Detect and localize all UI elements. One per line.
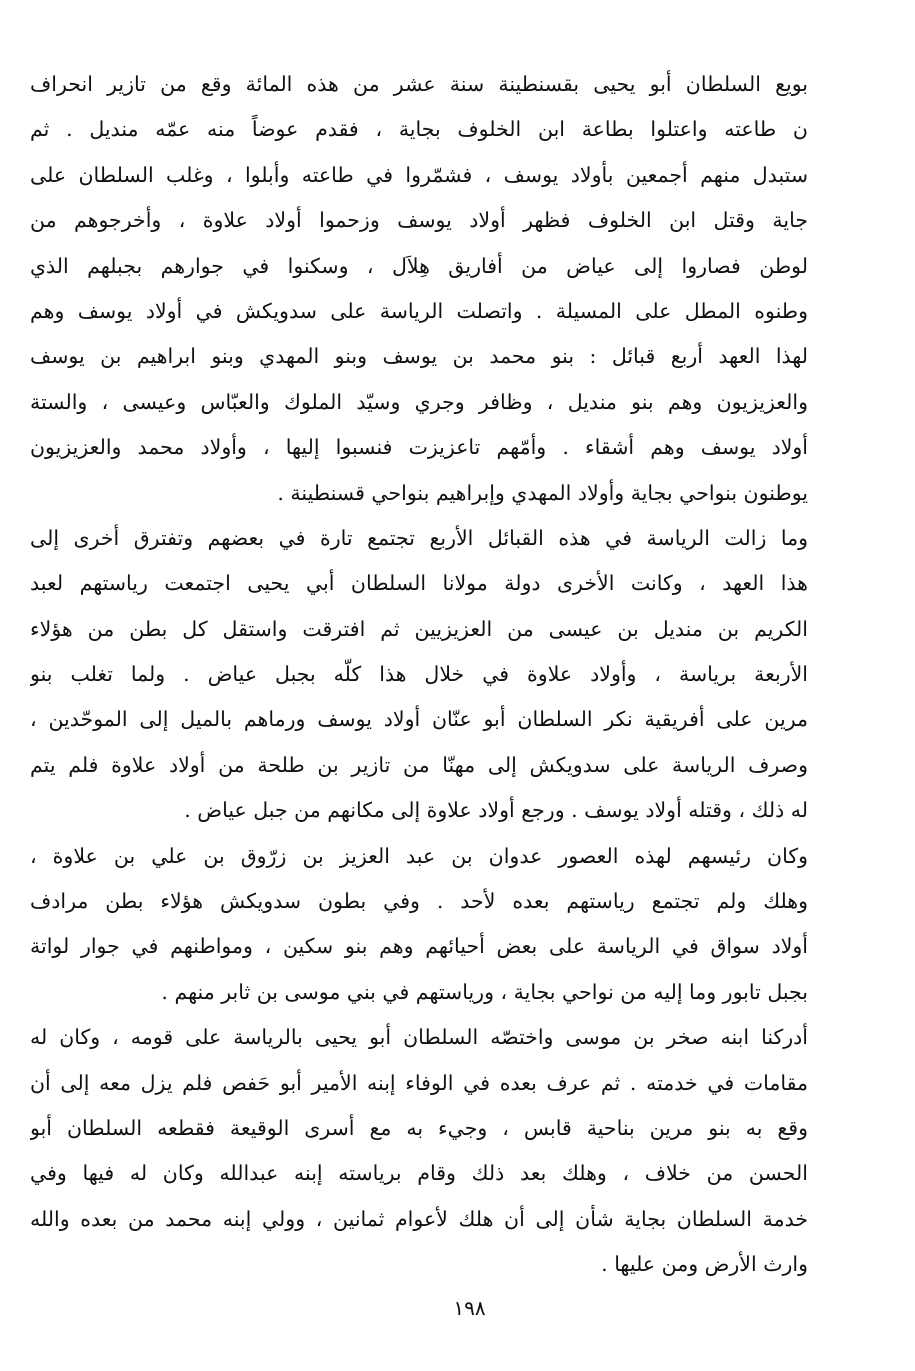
- text-line: أولاد يوسف وهم أشقاء . وأمّهم تاعزيزت فنسبوا إليها ، وأولاد محمد والعزيزيون: [30, 435, 808, 460]
- text-line: مقامات في خدمته . ثم عرف بعده في الوفاء إبنه الأمير أبو حَفص فلم يزل معه إلى أن: [30, 1070, 808, 1095]
- text-line: ن طاعته واعتلوا بطاعة ابن الخلوف بجاية ، فقدم عوضاً منه عمّه منديل . ثم: [30, 117, 808, 142]
- text-line: لهذا العهد أربع قبائل : بنو محمد بن يوسف وبنو المهدي وبنو ابراهيم بن يوسف: [30, 344, 808, 369]
- text-line: وصرف الرياسة على سدويكش إلى مهنّا من تازير بن طلحة من أولاد علاوة فلم يتم: [30, 752, 808, 777]
- page-number: ١٩٨: [453, 1296, 486, 1320]
- text-line: الأربعة برياسة ، وأولاد علاوة في خلال هذا كلّه بجبل عياض . ولما تغلب بنو: [30, 662, 808, 687]
- text-line: وما زالت الرياسة في هذه القبائل الأربع تجتمع تارة في بعضهم وتفترق أخرى إلى: [30, 525, 808, 550]
- text-line: وارث الأرض ومن عليها .: [601, 1252, 808, 1277]
- text-line: مرين على أفريقية نكر السلطان أبو عنّان أولاد يوسف ورماهم بالميل إلى الموحّدين ،: [30, 707, 808, 732]
- text-line: ستبدل منهم أجمعين بأولاد يوسف ، فشمّروا في طاعته وأبلوا ، وغلب السلطان على: [30, 162, 808, 187]
- text-line: له ذلك ، وقتله أولاد يوسف . ورجع أولاد علاوة إلى مكانهم من جبل عياض .: [184, 798, 808, 823]
- text-line: وقع به بنو مرين بناحية قابس ، وجيء به مع أسرى الوقيعة فقطعه السلطان أبو: [30, 1115, 808, 1140]
- page-text-body: [30, 62, 808, 1288]
- text-line: خدمة السلطان بجاية شأن إلى أن هلك لأعوام ثمانين ، وولي إبنه محمد من بعده والله: [30, 1206, 808, 1231]
- text-line: هذا العهد ، وكانت الأخرى دولة مولانا السلطان أبي يحيى اجتمعت رياستهم لعبد: [30, 571, 808, 596]
- text-line: لوطن فصاروا إلى عياض من أفاريق هِلاَل ، وسكنوا في جوارهم بجبلهم الذي: [30, 253, 808, 278]
- text-line: الحسن من خلاف ، وهلك بعد ذلك وقام برياسته إبنه عبدالله وكان له فيها وفي: [30, 1161, 808, 1186]
- text-line: وكان رئيسهم لهذه العصور عدوان بن عبد العزيز بن زرّوق بن علي بن علاوة ،: [30, 843, 808, 868]
- text-line: جاية وقتل ابن الخلوف فظهر أولاد يوسف وزحموا أولاد علاوة ، وأخرجوهم من: [30, 208, 808, 233]
- text-line: والعزيزيون وهم بنو منديل ، وظافر وجري وسيّد الملوك والعبّاس وعيسى ، والستة: [30, 389, 808, 414]
- text-line: أدركنا ابنه صخر بن موسى واختصّه السلطان أبو يحيى بالرياسة على قومه ، وكان له: [30, 1025, 808, 1050]
- text-line: بجبل تابور وما إليه من نواحي بجاية ، ورياستهم في بني موسى بن ثابر منهم .: [161, 979, 808, 1004]
- text-line: بويع السلطان أبو يحيى بقسنطينة سنة عشر من هذه المائة وقع من تازير انحراف: [30, 72, 808, 96]
- text-line: يوطنون بنواحي بجاية وأولاد المهدي وإبراهيم بنواحي قسنطينة .: [277, 480, 808, 505]
- text-line: أولاد سواق في الرياسة على بعض أحيائهم وهم بنو سكين ، ومواطنهم في جوار لواتة: [30, 934, 808, 959]
- text-line: وهلك ولم تجتمع رياستهم بعده لأحد . وفي بطون سدويكش هؤلاء بطن مرادف: [30, 889, 808, 914]
- text-line: وطنوه المطل على المسيلة . واتصلت الرياسة على سدويكش في أولاد يوسف وهم: [30, 298, 808, 323]
- text-line: الكريم بن منديل بن عيسى من العزيزيين ثم افترقت واستقل كل بطن من هؤلاء: [30, 616, 808, 641]
